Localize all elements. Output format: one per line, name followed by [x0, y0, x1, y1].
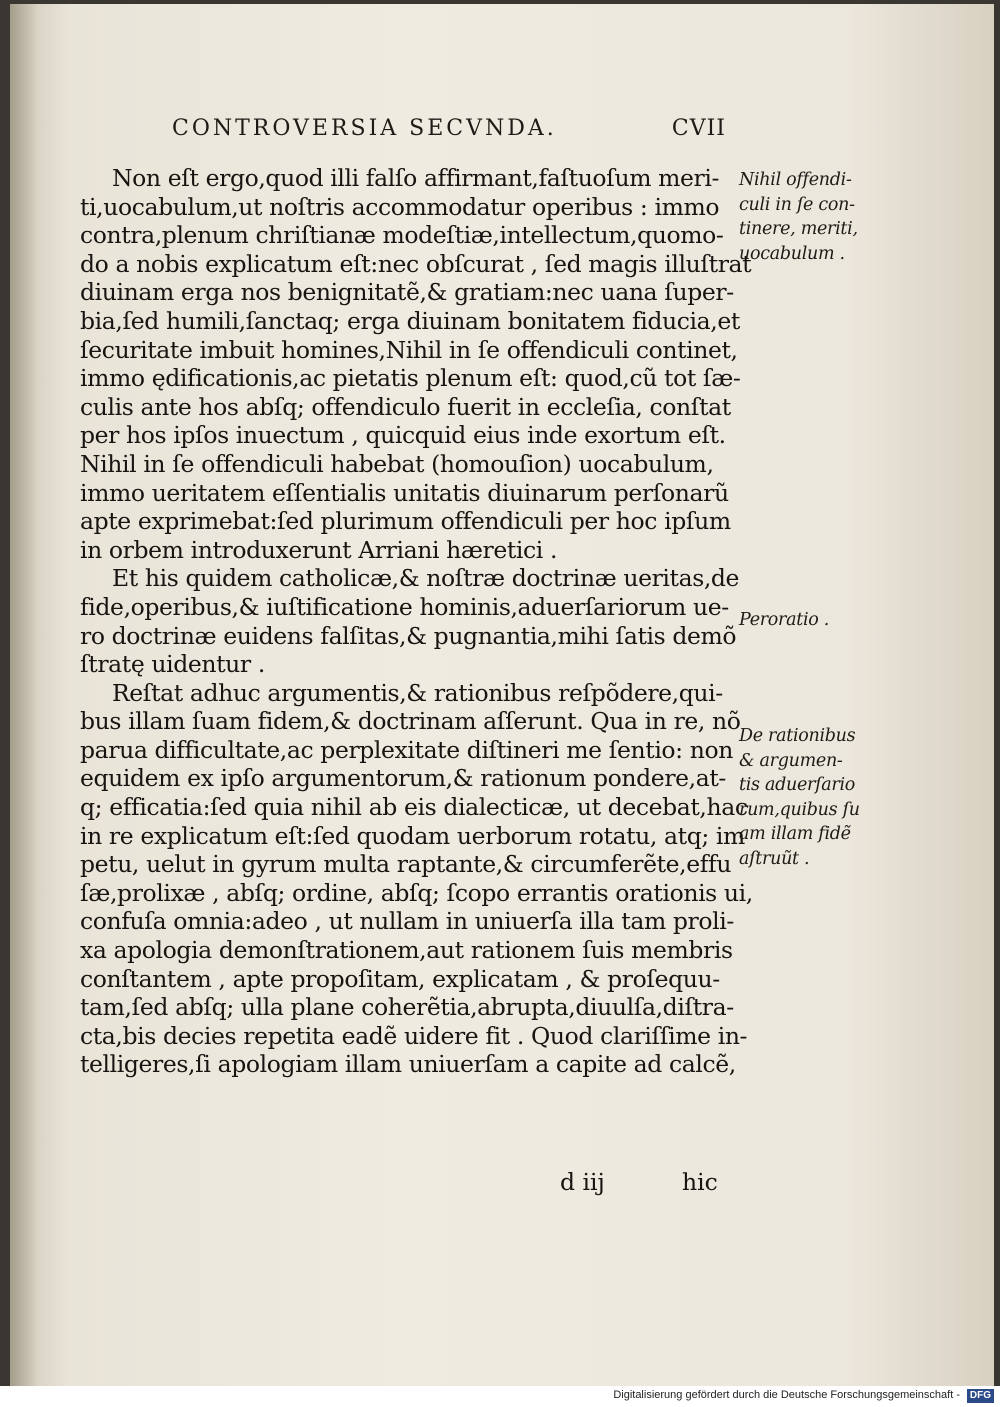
text-line: contra,plenum chriſtianæ modeſtiæ,intellectum,quomo- [80, 221, 724, 250]
text-line: conſtantem , apte propoſitam, explicatam , & proſequu- [80, 964, 720, 993]
text-line: culis ante hos abſq; offendiculo fuerit in eccleſia, conſtat [80, 392, 731, 421]
text-line: bia,ſed humili,ſanctaq; erga diuinam bonitatem fiducia,et [80, 306, 740, 335]
margin-note-line: aſtruũt . [739, 848, 810, 869]
text-line: equidem ex ipſo argumentorum,& rationum pondere,at- [80, 764, 726, 793]
margin-note-line: De rationibus [739, 726, 856, 746]
text-line: immo ędificationis,ac pietatis plenum eſt: quod,cũ tot ſæ- [80, 364, 741, 393]
text-line: confuſa omnia:adeo , ut nullam in uniuerſa illa tam proli- [80, 907, 734, 936]
text-line: do a nobis explicatum eſt:nec obſcurat , ſed magis illuſtrat [80, 249, 752, 278]
text-line: xa apologia demonſtrationem,aut rationem ſuis membris [80, 936, 733, 965]
text-line: q; efficatia:ſed quia nihil ab eis dialecticæ, ut decebat,hac [80, 793, 748, 822]
running-head: CONTROVERSIA SECVNDA. [172, 116, 557, 141]
text-line: ſæ,prolixæ , abſq; ordine, abſq; ſcopo errantis orationis ui, [80, 878, 753, 907]
text-line: bus illam ſuam fidem,& doctrinam aſſerunt. Qua in re, nõ [80, 707, 741, 736]
text-line: apte exprimebat:ſed plurimum offendiculi per hoc ipſum [80, 507, 731, 536]
text-line: parua difficultate,ac perplexitate diſtineri me ſentio: non [80, 735, 733, 764]
margin-note-line: Peroratio . [739, 610, 830, 630]
margin-note-2 [739, 608, 859, 633]
text-line: immo ueritatem eſſentialis unitatis diuinarum perſonarũ [80, 478, 729, 507]
text-line: cta,bis decies repetita eadẽ uidere fit . Quod clariſſime in- [80, 1021, 748, 1050]
text-line: telligeres,ſi apologiam illam uniuerſam a capite ad calcẽ, [80, 1050, 736, 1079]
text-line: per hos ipſos inuectum , quicquid eius inde exortum eſt. [80, 421, 726, 450]
margin-note-line: tis aduerſario [739, 775, 856, 795]
margin-note-line: rum,quibus ſu [739, 799, 860, 820]
catchword: hic [682, 1168, 718, 1196]
text-line: Et his quidem catholicæ,& noſtræ doctrinæ ueritas,de [112, 564, 740, 593]
text-line: Reſtat adhuc argumentis,& rationibus reſpõdere,qui- [112, 678, 723, 707]
signature-mark: d iij [560, 1168, 605, 1196]
margin-note-line: culi in ſe con- [739, 194, 855, 215]
dfg-logo: DFG [967, 1389, 994, 1403]
text-line: tam,ſed abſq; ulla plane coherẽtia,abrupta,diuulſa,diſtra- [80, 993, 734, 1022]
margin-note-3 [739, 724, 859, 871]
margin-note-line: & argumen- [739, 750, 843, 771]
footer-bar [0, 1386, 1000, 1407]
text-line: ſtratę uidentur . [80, 650, 265, 679]
margin-note-1 [739, 168, 859, 266]
text-line: petu, uelut in gyrum multa raptante,& circumferẽte,effu [80, 850, 732, 879]
text-line: Non eſt ergo,quod illi falſo affirmant,faſtuoſum meri- [112, 164, 720, 192]
text-line: ti,uocabulum,ut noſtris accommodatur operibus : immo [80, 192, 720, 221]
folio-number: CVII [671, 116, 726, 141]
text-line: in re explicatum eſt:ſed quodam uerborum rotatu, atq; im [80, 821, 745, 850]
text-line: in orbem introduxerunt Arriani hæretici . [80, 535, 558, 564]
text-line: fide,operibus,& iuſtificatione hominis,aduerſariorum ue- [80, 592, 729, 621]
funding-credit: Digitalisierung gefördert durch die Deutsche Forschungsgemeinschaft - [613, 1389, 960, 1401]
page-header [172, 116, 732, 156]
main-text-block [80, 164, 753, 1079]
margin-note-line: Nihil offendi- [739, 170, 852, 190]
text-line: ſecuritate imbuit homines,Nihil in ſe offendiculi continet, [80, 335, 738, 364]
margin-note-line: am illam fidẽ [739, 824, 851, 844]
text-line: ro doctrinæ euidens falſitas,& pugnantia,mihi ſatis demõ [80, 621, 737, 650]
text-line: diuinam erga nos benignitatẽ,& gratiam:nec uana ſuper- [80, 278, 734, 307]
margin-note-line: tinere, meriti, [739, 219, 858, 239]
book-page [10, 4, 994, 1386]
margin-note-line: uocabulum . [739, 243, 845, 264]
text-line: Nihil in ſe offendiculi habebat (homouſion) uocabulum, [80, 449, 714, 478]
